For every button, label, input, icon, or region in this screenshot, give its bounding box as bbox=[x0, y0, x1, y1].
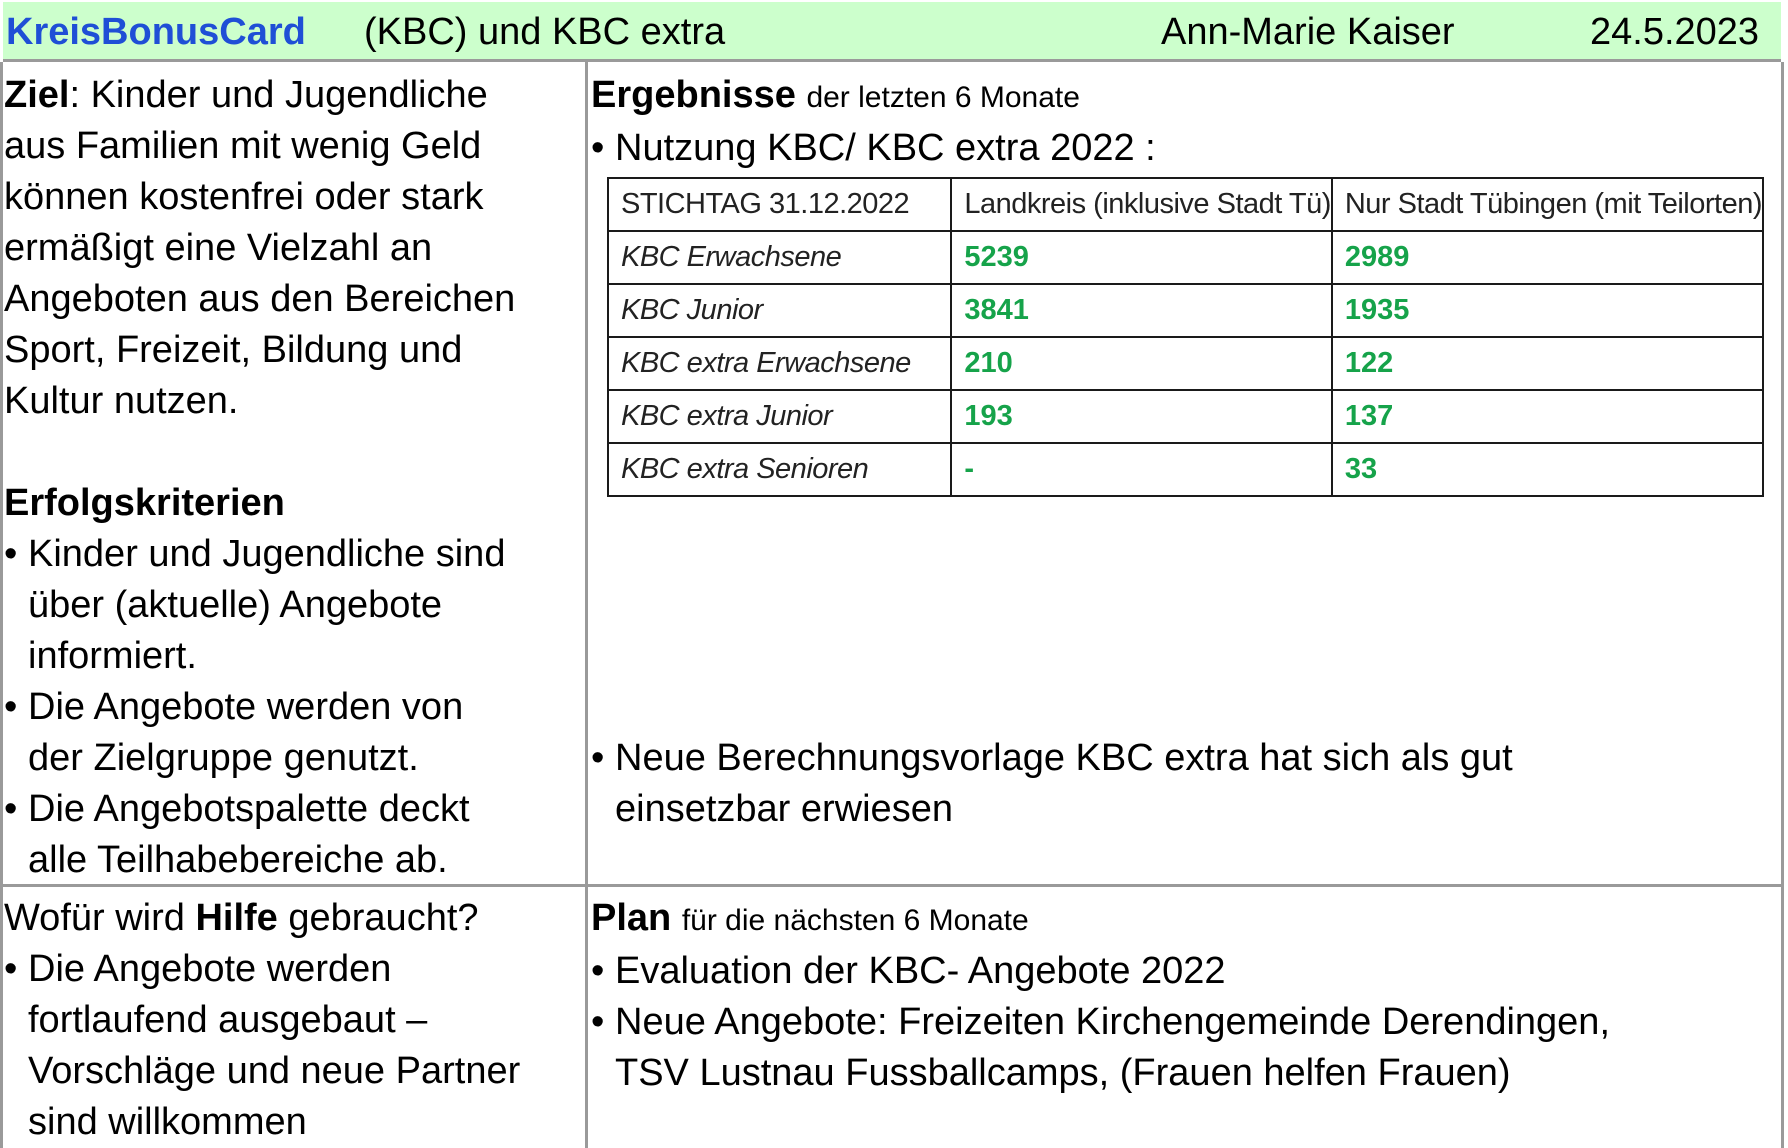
table-cell: 210 bbox=[951, 337, 1331, 390]
table-cell: - bbox=[951, 443, 1331, 496]
list-item-line: Die Angebote werden von bbox=[28, 686, 464, 728]
plan-section bbox=[591, 893, 1610, 1099]
goal-label: Ziel bbox=[4, 74, 70, 116]
table-header-cell: STICHTAG 31.12.2022 bbox=[608, 178, 951, 231]
bullet: • bbox=[4, 533, 18, 575]
list-item-line: der Zielgruppe genutzt. bbox=[28, 737, 419, 779]
goal-line: aus Familien mit wenig Geld bbox=[4, 125, 482, 167]
list-item-line: fortlaufend ausgebaut – bbox=[28, 999, 428, 1041]
list-item-line: einsetzbar erwiesen bbox=[615, 788, 953, 830]
help-suffix: gebraucht? bbox=[277, 897, 479, 939]
bullet: • bbox=[4, 788, 18, 830]
list-item bbox=[591, 733, 1513, 835]
help-section bbox=[4, 893, 520, 1148]
header-bar bbox=[3, 2, 1781, 62]
goal-section bbox=[4, 70, 515, 427]
bullet: • bbox=[4, 686, 18, 728]
table-cell: 5239 bbox=[951, 231, 1331, 284]
grid-line-right bbox=[1781, 62, 1784, 1148]
table-cell: 137 bbox=[1332, 390, 1763, 443]
report-date: 24.5.2023 bbox=[1590, 11, 1760, 53]
table-cell: 33 bbox=[1332, 443, 1763, 496]
table-cell: 3841 bbox=[951, 284, 1331, 337]
author-name: Ann-Marie Kaiser bbox=[1161, 11, 1455, 53]
table-row bbox=[608, 231, 1763, 284]
list-item bbox=[591, 946, 1610, 997]
plan-heading-suffix: für die nächsten 6 Monate bbox=[681, 904, 1029, 937]
list-item bbox=[4, 529, 505, 682]
table-cell: 122 bbox=[1332, 337, 1763, 390]
bullet: • bbox=[4, 948, 18, 990]
list-item bbox=[591, 123, 1156, 174]
list-item-line: informiert. bbox=[28, 635, 197, 677]
bullet: • bbox=[591, 1001, 605, 1043]
table-header-row bbox=[608, 178, 1763, 231]
table-row bbox=[608, 337, 1763, 390]
criteria-section bbox=[4, 478, 505, 886]
list-item-line: Die Angebotspalette deckt bbox=[28, 788, 470, 830]
list-item-line: Neue Berechnungsvorlage KBC extra hat sich als gut bbox=[615, 737, 1513, 779]
results-heading: Ergebnisse bbox=[591, 74, 796, 116]
table-cell: 193 bbox=[951, 390, 1331, 443]
list-item-line: Evaluation der KBC- Angebote 2022 bbox=[615, 950, 1226, 992]
list-item bbox=[4, 784, 505, 886]
bullet: • bbox=[591, 950, 605, 992]
row-label: KBC extra Senioren bbox=[608, 443, 951, 496]
table-cell: 1935 bbox=[1332, 284, 1763, 337]
criteria-heading: Erfolgskriterien bbox=[4, 482, 285, 524]
list-item bbox=[591, 997, 1610, 1099]
bullet: • bbox=[591, 127, 605, 169]
list-item-line: TSV Lustnau Fussballcamps, (Frauen helfen Frauen) bbox=[615, 1052, 1511, 1094]
table-row bbox=[608, 443, 1763, 496]
table-row bbox=[608, 284, 1763, 337]
table-header-cell: Landkreis (inklusive Stadt Tü) bbox=[951, 178, 1331, 231]
goal-line: Kultur nutzen. bbox=[4, 380, 239, 422]
goal-line: können kostenfrei oder stark bbox=[4, 176, 484, 218]
list-item-line: Kinder und Jugendliche sind bbox=[28, 533, 506, 575]
row-label: KBC extra Junior bbox=[608, 390, 951, 443]
list-item-line: Vorschläge und neue Partner bbox=[28, 1050, 521, 1092]
usage-line: Nutzung KBC/ KBC extra 2022 : bbox=[615, 127, 1156, 169]
goal-line: Sport, Freizeit, Bildung und bbox=[4, 329, 463, 371]
results-heading-suffix: der letzten 6 Monate bbox=[806, 81, 1080, 114]
kbc-usage-table bbox=[607, 177, 1764, 497]
list-item-line: sind willkommen bbox=[28, 1101, 307, 1143]
results-note bbox=[591, 733, 1513, 835]
list-item-line: Die Angebote werden bbox=[28, 948, 392, 990]
list-item-line: Neue Angebote: Freizeiten Kirchengemeinde Derendingen, bbox=[615, 1001, 1610, 1043]
list-item-line: alle Teilhabebereiche ab. bbox=[28, 839, 448, 881]
goal-line: Angeboten aus den Bereichen bbox=[4, 278, 516, 320]
row-label: KBC extra Erwachsene bbox=[608, 337, 951, 390]
row-label: KBC Erwachsene bbox=[608, 231, 951, 284]
table-cell: 2989 bbox=[1332, 231, 1763, 284]
list-item-line: über (aktuelle) Angebote bbox=[28, 584, 443, 626]
plan-heading: Plan bbox=[591, 897, 672, 939]
grid-line-left bbox=[0, 62, 3, 1148]
list-item bbox=[4, 944, 520, 1148]
table-row bbox=[608, 390, 1763, 443]
help-prefix: Wofür wird bbox=[4, 897, 196, 939]
page-subtitle: (KBC) und KBC extra bbox=[364, 11, 726, 53]
goal-line: : Kinder und Jugendliche bbox=[69, 74, 488, 116]
row-label: KBC Junior bbox=[608, 284, 951, 337]
goal-line: ermäßigt eine Vielzahl an bbox=[4, 227, 433, 269]
table-header-cell: Nur Stadt Tübingen (mit Teilorten) bbox=[1332, 178, 1763, 231]
grid-line-middle bbox=[585, 62, 588, 1148]
bullet: • bbox=[591, 737, 605, 779]
help-bold: Hilfe bbox=[195, 897, 278, 939]
results-section bbox=[591, 70, 1156, 174]
list-item bbox=[4, 682, 505, 784]
brand-title: KreisBonusCard bbox=[6, 11, 306, 53]
